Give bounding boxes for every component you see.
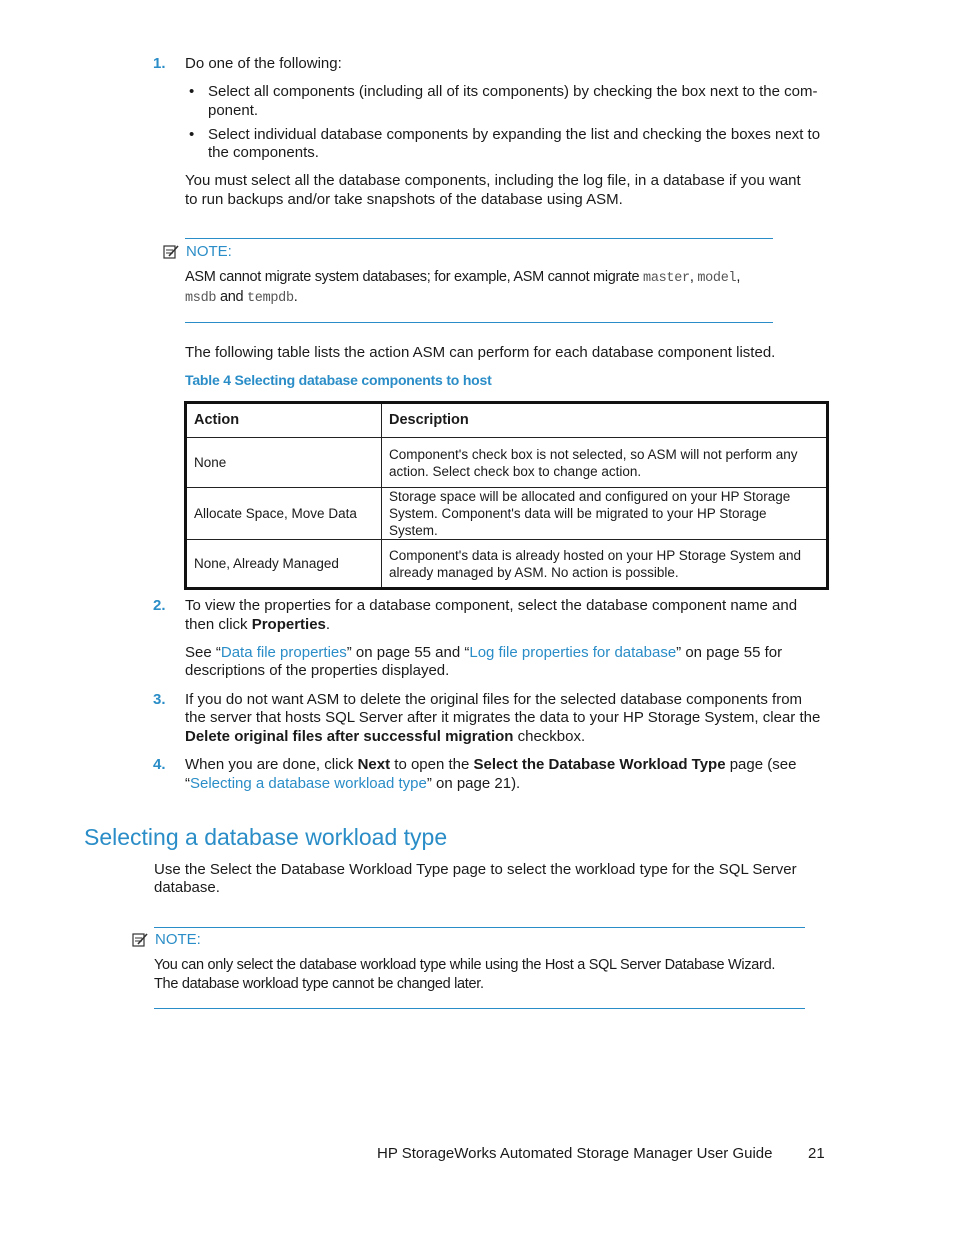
page-number: 21	[808, 1145, 825, 1162]
table-row	[186, 438, 828, 488]
note-bottom-rule	[185, 322, 773, 323]
column-header-action: Action	[186, 403, 382, 438]
step-2-see-line-2: descriptions of the properties displayed.	[185, 662, 450, 679]
step-4-text: When you are done, click	[185, 756, 358, 773]
step-2-text: .	[325, 616, 331, 633]
bullet-2-line-2: the components.	[208, 144, 319, 161]
link-data-file-properties[interactable]: Data file properties	[220, 644, 347, 661]
code-master: master	[643, 271, 690, 286]
note-pencil-icon	[163, 244, 180, 260]
note-top-rule	[185, 238, 773, 239]
section-heading: Selecting a database workload type	[84, 824, 448, 850]
table-header-row	[186, 403, 828, 438]
cell-description	[382, 540, 828, 589]
step-3-text: checkbox.	[513, 728, 586, 745]
step-2-text: then click	[185, 616, 252, 633]
note-1-line-2	[185, 288, 298, 308]
step-4-text: “	[185, 775, 190, 792]
ui-term-delete-original-files: Delete original files after successful migration	[185, 728, 514, 745]
step-2-number: 2.	[153, 597, 166, 614]
code-msdb: msdb	[185, 291, 217, 306]
desc-line: Storage space will be allocated and configured on your HP Storage	[389, 489, 791, 504]
desc-line: already managed by ASM. No action is possible.	[389, 564, 679, 580]
bullet-marker: •	[189, 126, 195, 143]
step-1-para-line-2: to run backups and/or take snapshots of the database using ASM.	[185, 191, 623, 208]
link-log-file-properties[interactable]: Log file properties for database	[469, 644, 677, 661]
note-top-rule	[154, 927, 805, 928]
desc-line: Component's data is already hosted on your HP Storage System and	[389, 547, 802, 563]
table-row	[186, 540, 828, 589]
bullet-1-line-2: ponent.	[208, 102, 259, 119]
note-pencil-icon	[132, 932, 149, 948]
cell-action: None, Already Managed	[186, 540, 382, 589]
note-1-line-1	[185, 268, 740, 288]
section-line-1: Use the Select the Database Workload Type page to select the workload type for the SQL Server	[154, 861, 797, 878]
cell-action: None	[186, 438, 382, 488]
note-bottom-rule	[154, 1008, 805, 1009]
step-4-text: ” on page 21).	[426, 775, 521, 792]
note-label: NOTE:	[186, 243, 232, 260]
note-1-sep: ,	[689, 269, 698, 285]
step-3-line-2: the server that hosts SQL Server after it migrates the data to your HP Storage System, clear the	[185, 709, 821, 726]
see-text: See “	[185, 644, 221, 661]
step-4-text: page (see	[725, 756, 797, 773]
step-1-para-line-1: You must select all the database components, including the log file, in a database if you want	[185, 172, 801, 189]
desc-line: Component's check box is not selected, so ASM will not perform any	[389, 446, 798, 462]
note-header	[132, 930, 201, 949]
components-table	[184, 401, 829, 590]
step-2-line-1: To view the properties for a database component, select the database component name and	[185, 597, 798, 614]
step-3-number: 3.	[153, 691, 166, 708]
note-1-period: .	[293, 289, 298, 305]
step-1-text: Do one of the following:	[185, 55, 342, 72]
bullet-2-line-1: Select individual database components by expanding the list and checking the boxes next to	[208, 126, 821, 143]
section-line-2: database.	[154, 879, 220, 896]
step-2-see-line-1	[185, 643, 782, 662]
table-intro: The following table lists the action ASM can perform for each database component listed.	[185, 344, 776, 361]
step-1-number: 1.	[153, 55, 166, 72]
note-2-line-1: You can only select the database workload type while using the Host a SQL Server Database Wizard.	[154, 957, 776, 973]
step-4-line-1	[185, 755, 796, 774]
link-selecting-workload-type[interactable]: Selecting a database workload type	[190, 775, 427, 792]
note-1-text: ASM cannot migrate system databases; for example, ASM cannot migrate	[185, 269, 644, 285]
step-3-line-3	[185, 727, 585, 746]
table-row	[186, 488, 828, 540]
step-4-line-2	[185, 774, 520, 793]
ui-term-next: Next	[357, 756, 391, 773]
footer-title: HP StorageWorks Automated Storage Manager User Guide	[377, 1145, 773, 1162]
note-header	[163, 242, 232, 261]
step-4-text: to open the	[390, 756, 474, 773]
table-caption: Table 4 Selecting database components to host	[185, 372, 492, 388]
code-model: model	[697, 271, 737, 286]
bullet-marker: •	[189, 83, 195, 100]
note-1-sep: ,	[736, 269, 741, 285]
cell-description	[382, 438, 828, 488]
cell-description	[382, 488, 828, 540]
ui-term-properties: Properties	[251, 616, 326, 633]
note-2-line-2: The database workload type cannot be changed later.	[154, 976, 484, 992]
step-3-line-1: If you do not want ASM to delete the original files for the selected database components from	[185, 691, 803, 708]
bullet-1-line-1: Select all components (including all of its components) by checking the box next to the com-	[208, 83, 818, 100]
step-4-number: 4.	[153, 756, 166, 773]
note-1-and: and	[216, 289, 247, 305]
column-header-description: Description	[382, 403, 828, 438]
step-2-line-2	[185, 615, 330, 634]
desc-line: System. Component's data will be migrated to your HP Storage System.	[389, 506, 767, 538]
ui-term-select-workload-type: Select the Database Workload Type	[473, 756, 726, 773]
cell-action: Allocate Space, Move Data	[186, 488, 382, 540]
see-text: ” on page 55 for	[676, 644, 783, 661]
note-label: NOTE:	[155, 931, 201, 948]
see-text: ” on page 55 and “	[346, 644, 470, 661]
code-tempdb: tempdb	[246, 291, 294, 306]
desc-line: action. Select check box to change action.	[389, 463, 642, 479]
